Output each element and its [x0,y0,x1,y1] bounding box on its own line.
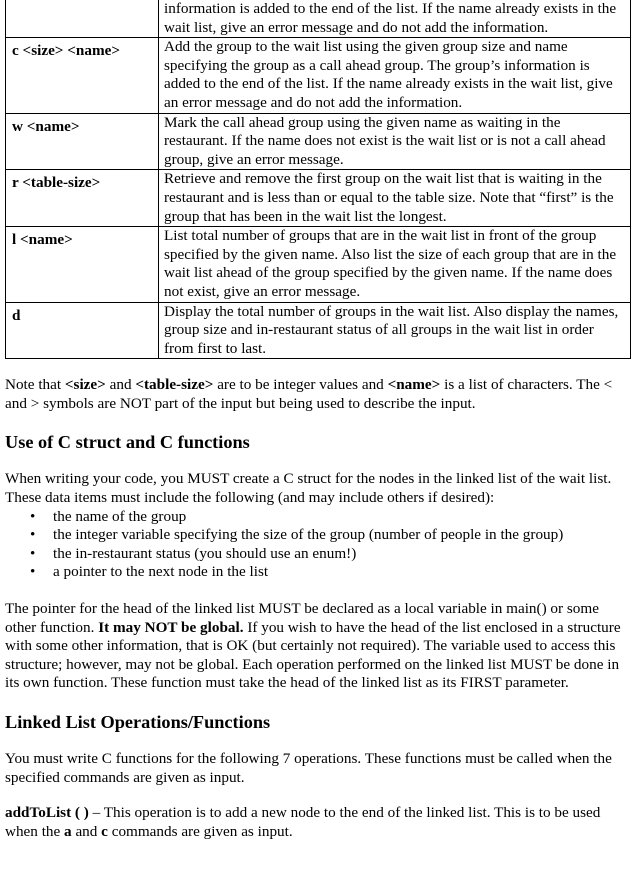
command-cell: l <name> [6,227,159,302]
section-heading-struct: Use of C struct and C functions [5,432,250,453]
note-table-size-term: <table-size> [135,376,214,394]
add-text: commands are given as input. [107,822,293,840]
table-row [6,170,631,227]
add-text: and [71,822,102,840]
input-note-paragraph [5,376,631,413]
description-cell: List total number of groups that are in the wait list in front of the group specified by the given name. Also list the size of each group that are in the wait list ahead of the group specified by the given name. If the name does not exist, give an error message. [159,227,631,302]
note-text: Note that [5,376,65,394]
bullet-icon: • [30,526,36,544]
operations-intro-paragraph: You must write C functions for the following 7 operations. These functions must be called when the specified commands are given as input. [5,750,612,786]
command-cell: d [6,302,159,359]
list-item-text: the integer variable specifying the size of the group (number of people in the group) [53,526,564,544]
description-cell: Display the total number of groups in the wait list. Also display the names, group size and in-restaurant status of all groups in the wait list in order from first to last. [159,302,631,359]
pointer-text: The pointer for the head of the linked list MUST be declared as a local variable in main() or some other function. [5,600,599,636]
function-name-add-to-list: addToList ( ) [5,804,89,822]
note-text: is a list of characters. The < and > symbols are NOT part of the input but being used to describe the input. [5,376,613,412]
description-cell: information is added to the end of the list. If the name already exists in the wait list, give an error message and do not add the information. [159,0,631,38]
struct-intro-paragraph: When writing your code, you MUST create a C struct for the nodes in the linked list of the wait list. These data items must include the following (and may include others if desired): [5,470,612,507]
description-cell: Retrieve and remove the first group on the wait list that is waiting in the restaurant and is less than or equal to the table size. Note that “first” is the group that has been in the wait list the longest. [159,170,631,227]
command-cell [6,0,159,38]
table-row [6,0,631,38]
not-global-emphasis: It may NOT be global. [98,618,244,636]
table-row [6,227,631,302]
note-text: and [105,376,136,394]
table-row [6,113,631,170]
pointer-text: If you wish to have the head of the list enclosed in a structure with some other information, that is OK (but certainly not required). The variable used to access this structure; however, may not be global. Each operation performed on the linked list MUST be done in its own function. These function must take the head of the linked list as its FIRST parameter. [5,618,621,692]
command-cell: c <size> <name> [6,38,159,113]
list-item-text: the in-restaurant status (you should use an enum!) [53,544,357,562]
table-row [6,302,631,359]
table-row [6,38,631,113]
list-item-text: a pointer to the next node in the list [53,563,269,581]
add-text: – This operation is to add a new node to the end of the linked list. This is to be used when the [5,804,601,840]
bullet-icon: • [30,507,36,525]
note-size-term: <size> [64,376,106,394]
note-name-term: <name> [387,376,441,394]
note-text: are to be integer values and [213,376,388,394]
bullet-icon: • [30,563,36,581]
command-a: a [64,822,72,840]
section-heading-linked-list: Linked List Operations/Functions [5,712,271,732]
list-item-text: the name of the group [53,507,187,525]
command-cell: w <name> [6,113,159,170]
bullet-icon: • [30,544,36,562]
add-to-list-paragraph [5,804,631,841]
command-cell: r <table-size> [6,170,159,227]
command-table [5,0,631,359]
list-item [5,563,631,582]
description-cell: Mark the call ahead group using the given name as waiting in the restaurant. If the name does not exist is the wait list or is not a call ahead group, give an error message. [159,113,631,170]
list-item [5,508,631,527]
list-item [5,545,631,564]
struct-fields-list [5,508,631,582]
command-c: c [101,822,108,840]
description-cell: Add the group to the wait list using the given group size and name specifying the group as a call ahead group. The group’s information is added to the end of the list. If the name already exists in the wait list, give an error message and do not add the information. [159,38,631,113]
list-item [5,526,631,545]
document-page [5,0,631,841]
head-pointer-paragraph [5,600,631,693]
